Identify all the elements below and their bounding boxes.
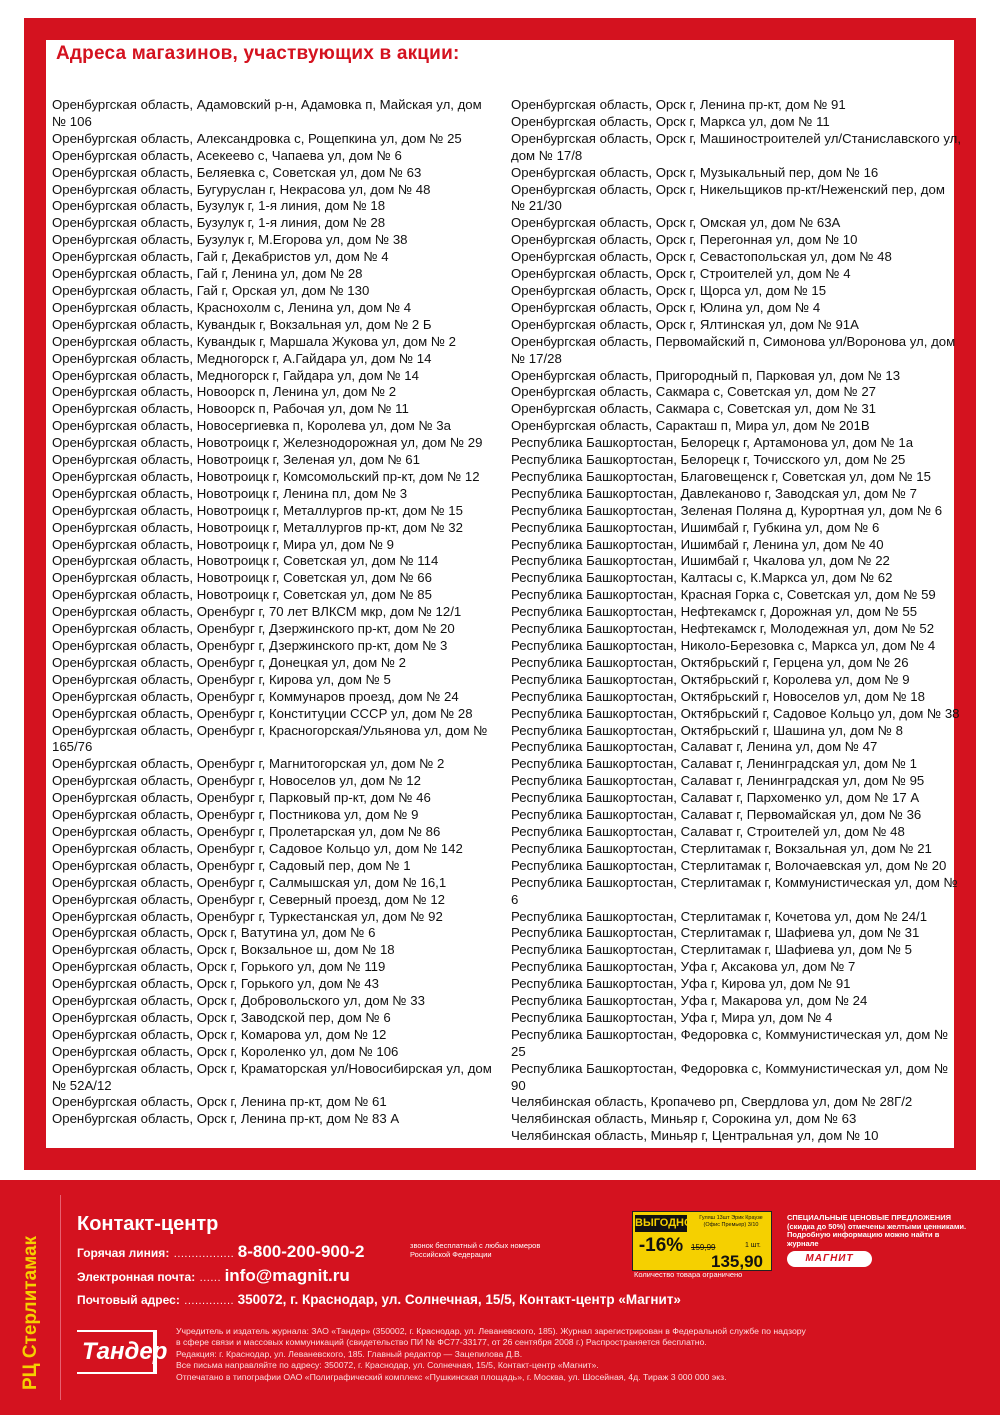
imprint [176,1326,976,1383]
store-address: Оренбургская область, Бузулук г, 1-я линия, дом № 28 [52,215,386,231]
store-address: Оренбургская область, Новотроицк г, Комсомольский пр-кт, дом № 12 [52,468,480,484]
imprint-line: Все письма направляйте по адресу: 350072, г. Краснодар, ул. Солнечная, 15/5, Контакт-центр «Магнит». [176,1360,599,1371]
store-address: Оренбургская область, Орск г, Ленина пр-кт, дом № 83 А [52,1111,400,1127]
email-link[interactable]: info@magnit.ru [224,1266,350,1285]
price-tag-sample [632,1211,772,1271]
store-address: Оренбургская область, Оренбург г, Магнитогорская ул, дом № 2 [52,756,445,772]
store-address: Оренбургская область, Новоорск п, Ленина ул, дом № 2 [52,384,397,400]
store-address: Оренбургская область, Орск г, Севастопольская ул, дом № 48 [511,249,892,265]
email-row [77,1266,350,1286]
imprint-line: Отпечатано в типографии ОАО «Полиграфический комплекс «Пушкинская площадь», г. Москва, ул. Шосейная, 4д. Тираж 3 000 000 экз. [176,1371,727,1382]
store-address: Оренбургская область, Новотроицк г, Советская ул, дом № 66 [52,570,432,586]
store-address: Оренбургская область, Орск г, Музыкальный пер, дом № 16 [511,164,879,180]
store-address: Оренбургская область, Орск г, Комарова ул, дом № 12 [52,1026,387,1042]
store-address: Челябинская область, Миньяр г, Сорокина ул, дом № 63 [511,1111,857,1127]
store-address: Оренбургская область, Новотроицк г, Железнодорожная ул, дом № 29 [52,435,483,451]
store-address: Оренбургская область, Оренбург г, 70 лет ВЛКСМ мкр, дом № 12/1 [52,604,462,620]
store-address: Оренбургская область, Орск г, Горького ул, дом № 119 [52,959,386,975]
store-address: Республика Башкортостан, Стерлитамак г, Кочетова ул, дом № 24/1 [511,908,928,924]
magnit-logo: МАГНИТ [787,1251,872,1267]
store-address: Республика Башкортостан, Николо-Березовка с, Маркса ул, дом № 4 [511,638,936,653]
store-address: Оренбургская область, Оренбург г, Новоселов ул, дом № 12 [52,773,421,789]
store-address: Оренбургская область, Орск г, Машиностроителей ул/Станиславского ул, дом № 17/8 [511,130,961,163]
store-address: Республика Башкортостан, Салават г, Первомайская ул, дом № 36 [511,807,922,823]
imprint-line: в сфере связи и массовых коммуникаций (свидетельство ПИ № ФС77-33177, от 26 сентября 2008 г.) Распространяется бесплатно. [176,1337,707,1348]
store-address: Оренбургская область, Гай г, Декабристов ул, дом № 4 [52,249,389,265]
store-address: Оренбургская область, Оренбург г, Дзержинского пр-кт, дом № 20 [52,621,455,637]
store-address: Оренбургская область, Оренбург г, Пролетарская ул, дом № 86 [52,823,441,839]
dots: ...... [199,1272,225,1284]
store-address: Республика Башкортостан, Салават г, Пархоменко ул, дом № 17 А [511,790,920,806]
store-address: Республика Башкортостан, Салават г, Ленинградская ул, дом № 1 [511,756,917,772]
store-address: Оренбургская область, Бузулук г, 1-я линия, дом № 18 [52,198,386,214]
store-address: Республика Башкортостан, Давлеканово г, Заводская ул, дом № 7 [511,485,917,501]
store-address: Оренбургская область, Орск г, Ленина пр-кт, дом № 91 [511,97,846,112]
store-address: Республика Башкортостан, Стерлитамак г, Шафиева ул, дом № 31 [511,925,920,941]
price-tag-note: Количество товара ограничено [634,1270,743,1279]
store-address: Челябинская область, Кропачево рп, Свердлова ул, дом № 28Г/2 [511,1094,913,1110]
store-address: Оренбургская область, Сакмара с, Советская ул, дом № 31 [511,401,877,417]
store-address: Оренбургская область, Александровка с, Рощепкина ул, дом № 25 [52,130,462,146]
store-address: Оренбургская область, Кувандык г, Маршала Жукова ул, дом № 2 [52,333,456,349]
store-address: Оренбургская область, Новотроицк г, Мира ул, дом № 9 [52,536,394,552]
store-address: Оренбургская область, Орск г, Строителей ул, дом № 4 [511,266,851,282]
post-label: Почтовый адрес: [77,1293,180,1307]
divider [60,1195,61,1400]
post-row [77,1291,681,1309]
store-address: Оренбургская область, Сакмара с, Советская ул, дом № 27 [511,384,877,400]
store-address: Республика Башкортостан, Красная Горка с, Советская ул, дом № 59 [511,587,936,603]
store-address: Оренбургская область, Оренбург г, Конституции СССР ул, дом № 28 [52,705,473,721]
store-address: Республика Башкортостан, Нефтекамск г, Молодежная ул, дом № 52 [511,621,935,637]
store-address: Оренбургская область, Гай г, Орская ул, дом № 130 [52,282,370,298]
store-address: Оренбургская область, Оренбург г, Постникова ул, дом № 9 [52,807,419,823]
post-address: 350072, г. Краснодар, ул. Солнечная, 15/5, Контакт-центр «Магнит» [237,1292,681,1307]
address-column-right [511,97,961,1145]
store-address: Республика Башкортостан, Салават г, Ленина ул, дом № 47 [511,739,878,755]
store-address: Оренбургская область, Адамовский р-н, Адамовка п, Майская ул, дом № 106 [52,97,482,129]
store-address: Оренбургская область, Краснохолм с, Ленина ул, дом № 4 [52,299,412,315]
dots: ................. [173,1248,238,1260]
store-address: Республика Башкортостан, Калтасы с, К.Маркса ул, дом № 62 [511,570,893,586]
price-tag-product: Гуляш 13шт Эрик Краузе (Офис Премьер) 3/10 [699,1215,763,1228]
store-address: Оренбургская область, Орск г, Горького ул, дом № 43 [52,976,379,992]
store-address: Республика Башкортостан, Октябрьский г, Садовое Кольцо ул, дом № 38 [511,705,960,721]
store-address: Оренбургская область, Орск г, Щорса ул, дом № 15 [511,282,827,298]
store-address: Оренбургская область, Оренбург г, Салмышская ул, дом № 16,1 [52,874,447,890]
store-address: Республика Башкортостан, Уфа г, Аксакова ул, дом № 7 [511,959,856,975]
store-address: Оренбургская область, Оренбург г, Туркестанская ул, дом № 92 [52,908,443,924]
store-address: Оренбургская область, Беляевка с, Советская ул, дом № 63 [52,164,422,180]
price-tag-badge: ВЫГОДНО [635,1215,687,1232]
store-address: Республика Башкортостан, Зеленая Поляна д, Курортная ул, дом № 6 [511,502,943,518]
store-address: Оренбургская область, Новотроицк г, Металлургов пр-кт, дом № 15 [52,502,463,518]
store-address: Оренбургская область, Гай г, Ленина ул, дом № 28 [52,266,363,282]
store-address: Оренбургская область, Асекеево с, Чапаева ул, дом № 6 [52,147,402,163]
address-column-left [52,97,492,1128]
store-address: Оренбургская область, Оренбург г, Красногорская/Ульянова ул, дом № 165/76 [52,722,488,755]
special-offers-text: СПЕЦИАЛЬНЫЕ ЦЕНОВЫЕ ПРЕДЛОЖЕНИЯ (скидка до 50%) отмечены желтыми ценниками. Подробную информацию можно найти в журнале [787,1213,967,1248]
store-address: Республика Башкортостан, Салават г, Строителей ул, дом № 48 [511,823,905,839]
store-address: Оренбургская область, Оренбург г, Парковый пр-кт, дом № 46 [52,790,431,806]
store-address: Республика Башкортостан, Октябрьский г, Королева ул, дом № 9 [511,671,910,687]
store-address: Республика Башкортостан, Уфа г, Кирова ул, дом № 91 [511,976,851,992]
email-label: Электронная почта: [77,1270,196,1284]
store-address: Республика Башкортостан, Уфа г, Макарова ул, дом № 24 [511,993,868,1009]
store-address: Оренбургская область, Новоорск п, Рабочая ул, дом № 11 [52,401,409,417]
price-tag-discount: -16% [638,1235,684,1256]
store-address: Республика Башкортостан, Федоровка с, Коммунистическая ул, дом № 90 [511,1060,949,1093]
hotline-row [77,1242,364,1262]
store-address: Оренбургская область, Первомайский п, Симонова ул/Воронова ул, дом № 17/28 [511,333,956,366]
store-address: Оренбургская область, Орск г, Ватутина ул, дом № 6 [52,925,376,941]
store-address: Оренбургская область, Новотроицк г, Металлургов пр-кт, дом № 32 [52,519,463,535]
store-address: Оренбургская область, Орск г, Заводской пер, дом № 6 [52,1009,391,1025]
store-address: Оренбургская область, Оренбург г, Коммунаров проезд, дом № 24 [52,688,459,704]
hotline-note: звонок бесплатный с любых номеров Российской Федерации [410,1241,541,1259]
store-address: Оренбургская область, Орск г, Короленко ул, дом № 106 [52,1043,399,1059]
hotline-label: Горячая линия: [77,1246,170,1260]
store-address: Оренбургская область, Оренбург г, Дзержинского пр-кт, дом № 3 [52,638,448,653]
store-address: Республика Башкортостан, Уфа г, Мира ул, дом № 4 [511,1009,833,1025]
store-address: Республика Башкортостан, Октябрьский г, Шашина ул, дом № 8 [511,722,903,738]
store-address: Оренбургская область, Орск г, Ялтинская ул, дом № 91А [511,316,859,332]
tander-logo: Тандер [82,1338,168,1365]
store-address: Республика Башкортостан, Благовещенск г, Советская ул, дом № 15 [511,468,931,484]
store-address: Оренбургская область, Новотроицк г, Ленина пл, дом № 3 [52,485,408,501]
store-address: Оренбургская область, Оренбург г, Кирова ул, дом № 5 [52,671,391,687]
store-address: Оренбургская область, Орск г, Вокзальное ш, дом № 18 [52,942,395,958]
store-address: Оренбургская область, Медногорск г, Гайдара ул, дом № 14 [52,367,419,383]
store-address: Республика Башкортостан, Ишимбай г, Губкина ул, дом № 6 [511,519,880,535]
store-address: Оренбургская область, Новотроицк г, Советская ул, дом № 85 [52,587,432,603]
store-address: Республика Башкортостан, Белорецк г, Точисского ул, дом № 25 [511,452,906,468]
store-address: Оренбургская область, Кувандык г, Вокзальная ул, дом № 2 Б [52,316,432,332]
price-tag-new-price: 135,90 [711,1252,763,1271]
store-address: Оренбургская область, Новотроицк г, Зеленая ул, дом № 61 [52,452,420,468]
store-address: Оренбургская область, Оренбург г, Донецкая ул, дом № 2 [52,654,406,670]
contact-center-title: Контакт-центр [77,1213,219,1235]
store-address: Оренбургская область, Саракташ п, Мира ул, дом № 201В [511,418,870,434]
store-address: Оренбургская область, Орск г, Перегонная ул, дом № 10 [511,232,858,248]
price-tag-qty: 1 шт. [745,1242,761,1249]
store-address: Республика Башкортостан, Октябрьский г, Новоселов ул, дом № 18 [511,688,925,704]
store-address: Оренбургская область, Новосергиевка п, Королева ул, дом № 3а [52,418,451,434]
store-address: Республика Башкортостан, Стерлитамак г, Вокзальная ул, дом № 21 [511,840,932,856]
store-address: Оренбургская область, Новотроицк г, Советская ул, дом № 114 [52,553,439,569]
imprint-line: Редакция: г. Краснодар, ул. Леваневского, 185. Главный редактор — Зацепилова Д.В. [176,1348,523,1359]
store-address: Республика Башкортостан, Стерлитамак г, Коммунистическая ул, дом № 6 [511,874,958,907]
store-address: Республика Башкортостан, Стерлитамак г, Волочаевская ул, дом № 20 [511,857,947,873]
store-address: Оренбургская область, Орск г, Ленина пр-кт, дом № 61 [52,1094,387,1110]
store-address: Республика Башкортостан, Ишимбай г, Ленина ул, дом № 40 [511,536,884,552]
imprint-line: Учредитель и издатель журнала: ЗАО «Тандер» (350002, г. Краснодар, ул. Леваневского, 185). Журнал зарегистрирован в Федеральной службе по надзору [176,1326,806,1336]
store-address: Оренбургская область, Оренбург г, Садовый пер, дом № 1 [52,857,411,873]
store-address: Оренбургская область, Орск г, Юлина ул, дом № 4 [511,299,821,315]
rc-label: РЦ Стерлитамак [20,1235,41,1390]
price-tag-old-price: 159,99 [691,1243,716,1252]
store-address: Республика Башкортостан, Стерлитамак г, Шафиева ул, дом № 5 [511,942,912,958]
store-address: Республика Башкортостан, Белорецк г, Артамонова ул, дом № 1а [511,435,914,451]
store-address: Оренбургская область, Орск г, Никельщиков пр-кт/Неженский пер, дом № 21/30 [511,181,945,214]
store-address: Оренбургская область, Оренбург г, Садовое Кольцо ул, дом № 142 [52,840,463,856]
store-address: Республика Башкортостан, Салават г, Ленинградская ул, дом № 95 [511,773,925,789]
store-address: Челябинская область, Миньяр г, Центральная ул, дом № 10 [511,1128,879,1144]
store-address: Оренбургская область, Орск г, Добровольского ул, дом № 33 [52,993,425,1009]
page-title: Адреса магазинов, участвующих в акции: [56,43,460,64]
store-address: Оренбургская область, Медногорск г, А.Гайдара ул, дом № 14 [52,350,432,366]
store-address: Оренбургская область, Бузулук г, М.Егорова ул, дом № 38 [52,232,408,248]
hotline-number[interactable]: 8-800-200-900-2 [237,1242,365,1261]
store-address: Республика Башкортостан, Нефтекамск г, Дорожная ул, дом № 55 [511,604,918,620]
store-address: Республика Башкортостан, Ишимбай г, Чкалова ул, дом № 22 [511,553,890,569]
store-address: Республика Башкортостан, Федоровка с, Коммунистическая ул, дом № 25 [511,1026,949,1059]
store-address: Республика Башкортостан, Октябрьский г, Герцена ул, дом № 26 [511,654,909,670]
store-address: Оренбургская область, Орск г, Омская ул, дом № 63А [511,215,841,231]
store-address: Оренбургская область, Орск г, Краматорская ул/Новосибирская ул, дом № 52А/12 [52,1060,492,1093]
store-address: Оренбургская область, Бугуруслан г, Некрасова ул, дом № 48 [52,181,431,197]
store-address: Оренбургская область, Оренбург г, Северный проезд, дом № 12 [52,891,446,907]
store-address: Оренбургская область, Пригородный п, Парковая ул, дом № 13 [511,367,901,383]
dots: .............. [184,1295,238,1307]
store-address: Оренбургская область, Орск г, Маркса ул, дом № 11 [511,113,830,129]
